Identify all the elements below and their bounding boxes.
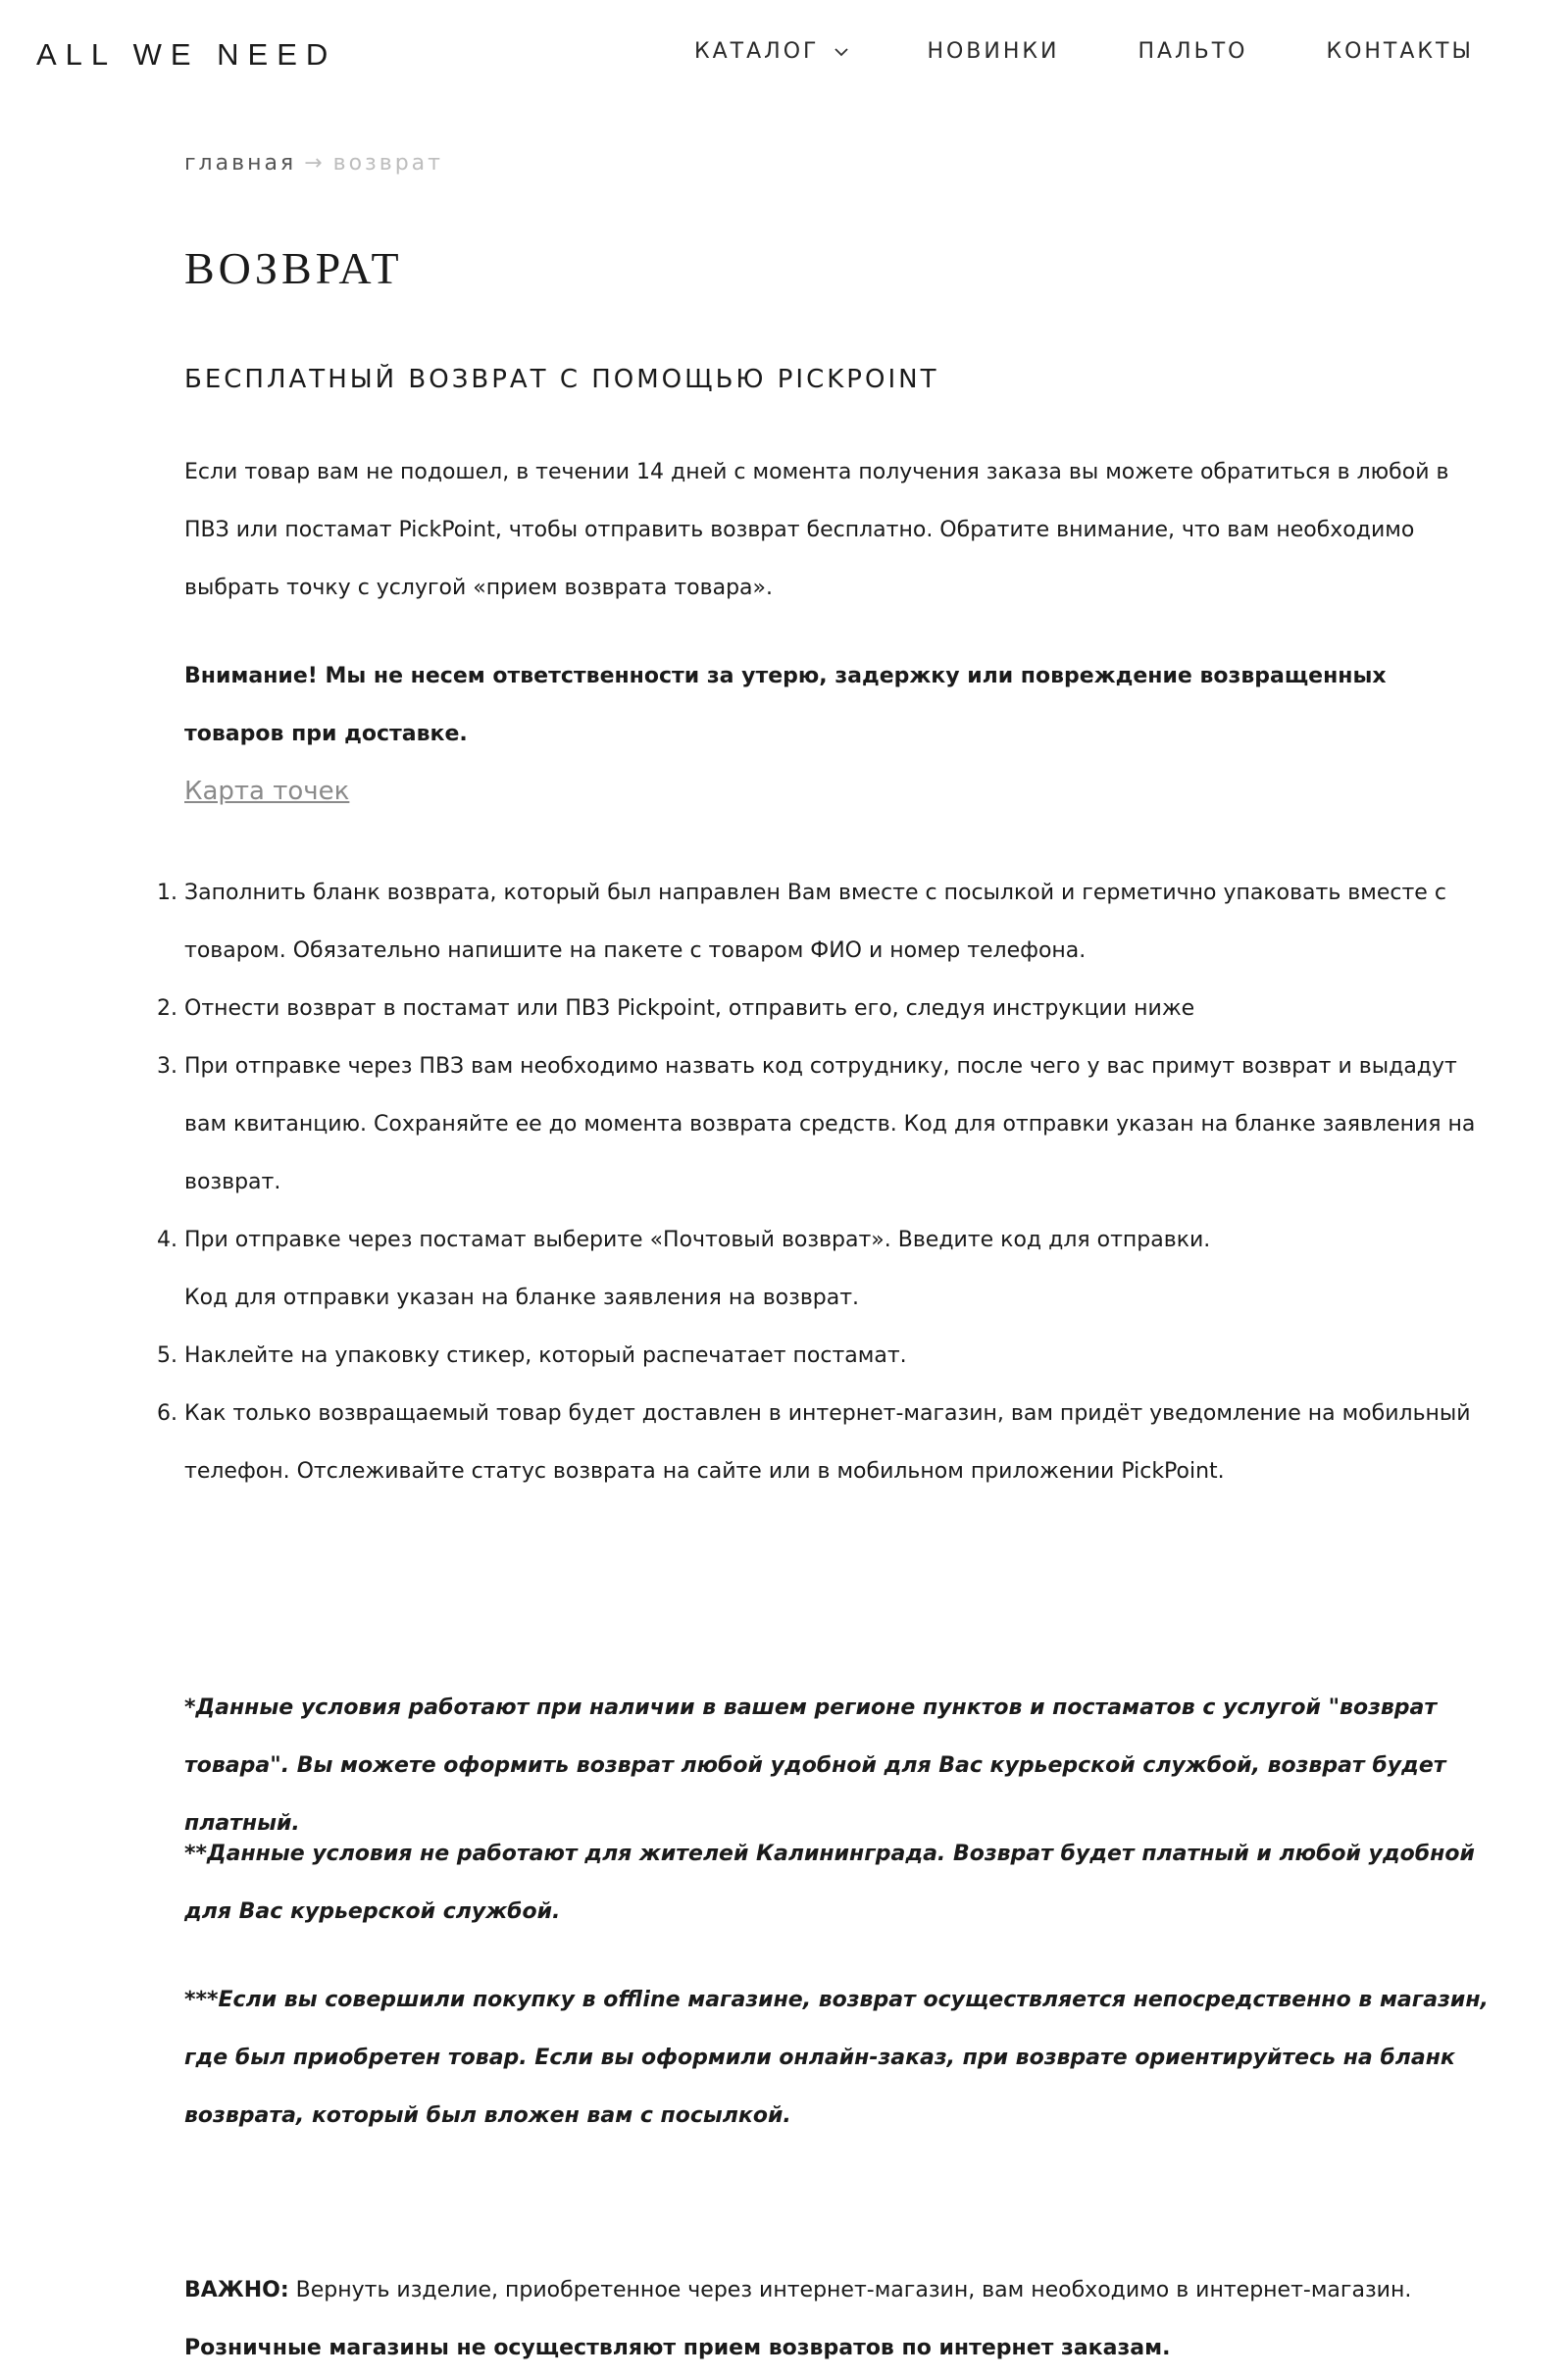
step-text: Наклейте на упаковку стикер, который распечатает постамат. [184, 1343, 907, 1368]
footnote-offline-store: ***Если вы совершили покупку в offline магазине, возврат осуществляется непосредственно в магазин, где был приобретен товар. Если вы оформили онлайн-заказ, при возврате ориентируйтесь на бланк возврата, который был вложен вам с посылкой. [184, 1988, 1489, 2128]
breadcrumb-separator: → [304, 151, 326, 176]
step-number: 3. [157, 1054, 177, 1079]
step-text: Заполнить бланк возврата, который был направлен Вам вместе с посылкой и герметично упаковать вместе с товаром. Обязательно напишите на пакете с товаром ФИО и номер телефона. [184, 881, 1446, 963]
nav-item-news[interactable]: НОВИНКИ [927, 39, 1060, 64]
list-item [157, 1327, 1479, 1385]
important-text: Вернуть изделие, приобретенное через интернет-магазин, вам необходимо в интернет-магазин. [288, 2278, 1412, 2302]
nav-catalog-label: КАТАЛОГ [694, 39, 820, 64]
chevron-down-icon [833, 46, 850, 58]
step-text: Как только возвращаемый товар будет доставлен в интернет-магазин, вам придёт уведомление на мобильный телефон. Отслеживайте статус возврата на сайте или в мобильном приложении PickPoint. [184, 1401, 1471, 1484]
nav-item-catalog[interactable] [694, 39, 850, 64]
return-steps-list [157, 864, 1479, 1500]
list-item [157, 980, 1479, 1037]
nav-item-coat[interactable]: ПАЛЬТО [1138, 39, 1248, 64]
step-number: 4. [157, 1228, 177, 1252]
site-logo[interactable]: ALL WE NEED [36, 37, 337, 72]
breadcrumb [184, 147, 1469, 180]
step-number: 5. [157, 1343, 177, 1368]
site-header [0, 0, 1568, 110]
footnote-regional-conditions: *Данные условия работают при наличии в вашем регионе пунктов и постаматов с услугой "возврат товара". Вы можете оформить возврат любой удобной для Вас курьерской службой, возврат будет платный. [184, 1695, 1446, 1836]
step-number: 2. [157, 996, 177, 1021]
list-item [157, 1211, 1479, 1327]
list-item [157, 864, 1479, 980]
important-notice [184, 2261, 1479, 2377]
step-extra-text: Код для отправки указан на бланке заявления на возврат. [184, 1286, 860, 1310]
intro-paragraph: Если товар вам не подошел, в течении 14 дней с момента получения заказа вы можете обратиться в любой в ПВЗ или постамат PickPoint, чтобы отправить возврат бесплатно. Обратите внимание, что вам необходимо выбрать точку с услугой «прием возврата товара». [184, 460, 1449, 600]
nav-item-contacts[interactable]: КОНТАКТЫ [1326, 39, 1474, 64]
list-item [157, 1037, 1479, 1211]
section-title: БЕСПЛАТНЫЙ ВОЗВРАТ С ПОМОЩЬЮ PICKPOINT [184, 365, 939, 394]
page-title: ВОЗВРАТ [184, 243, 403, 293]
step-number: 6. [157, 1401, 177, 1426]
footnote-kaliningrad: **Данные условия не работают для жителей Калининграда. Возврат будет платный и любой удобной для Вас курьерской службой. [184, 1842, 1475, 1924]
main-nav [694, 39, 1474, 64]
step-number: 1. [157, 881, 177, 905]
list-item [157, 1385, 1479, 1500]
important-label: ВАЖНО: [184, 2278, 289, 2302]
main-content [157, 147, 1489, 2360]
warning-paragraph: Внимание! Мы не несем ответственности за утерю, задержку или повреждение возвращенных товаров при доставке. [184, 664, 1387, 746]
step-text: Отнести возврат в постамат или ПВЗ Pickpoint, отправить его, следуя инструкции ниже [184, 996, 1195, 1021]
breadcrumb-home[interactable]: главная [184, 151, 297, 176]
step-text: При отправке через ПВЗ вам необходимо назвать код сотруднику, после чего у вас примут возврат и выдадут вам квитанцию. Сохраняйте ее до момента возврата средств. Код для отправки указан на бланке заявления на возврат. [184, 1054, 1476, 1194]
important-bold-text: Розничные магазины не осуществляют прием возвратов по интернет заказам. [184, 2336, 1171, 2360]
step-text: При отправке через постамат выберите «Почтовый возврат». Введите код для отправки. [184, 1228, 1211, 1252]
breadcrumb-current: возврат [332, 151, 443, 176]
map-points-link[interactable]: Карта точек [184, 777, 350, 806]
